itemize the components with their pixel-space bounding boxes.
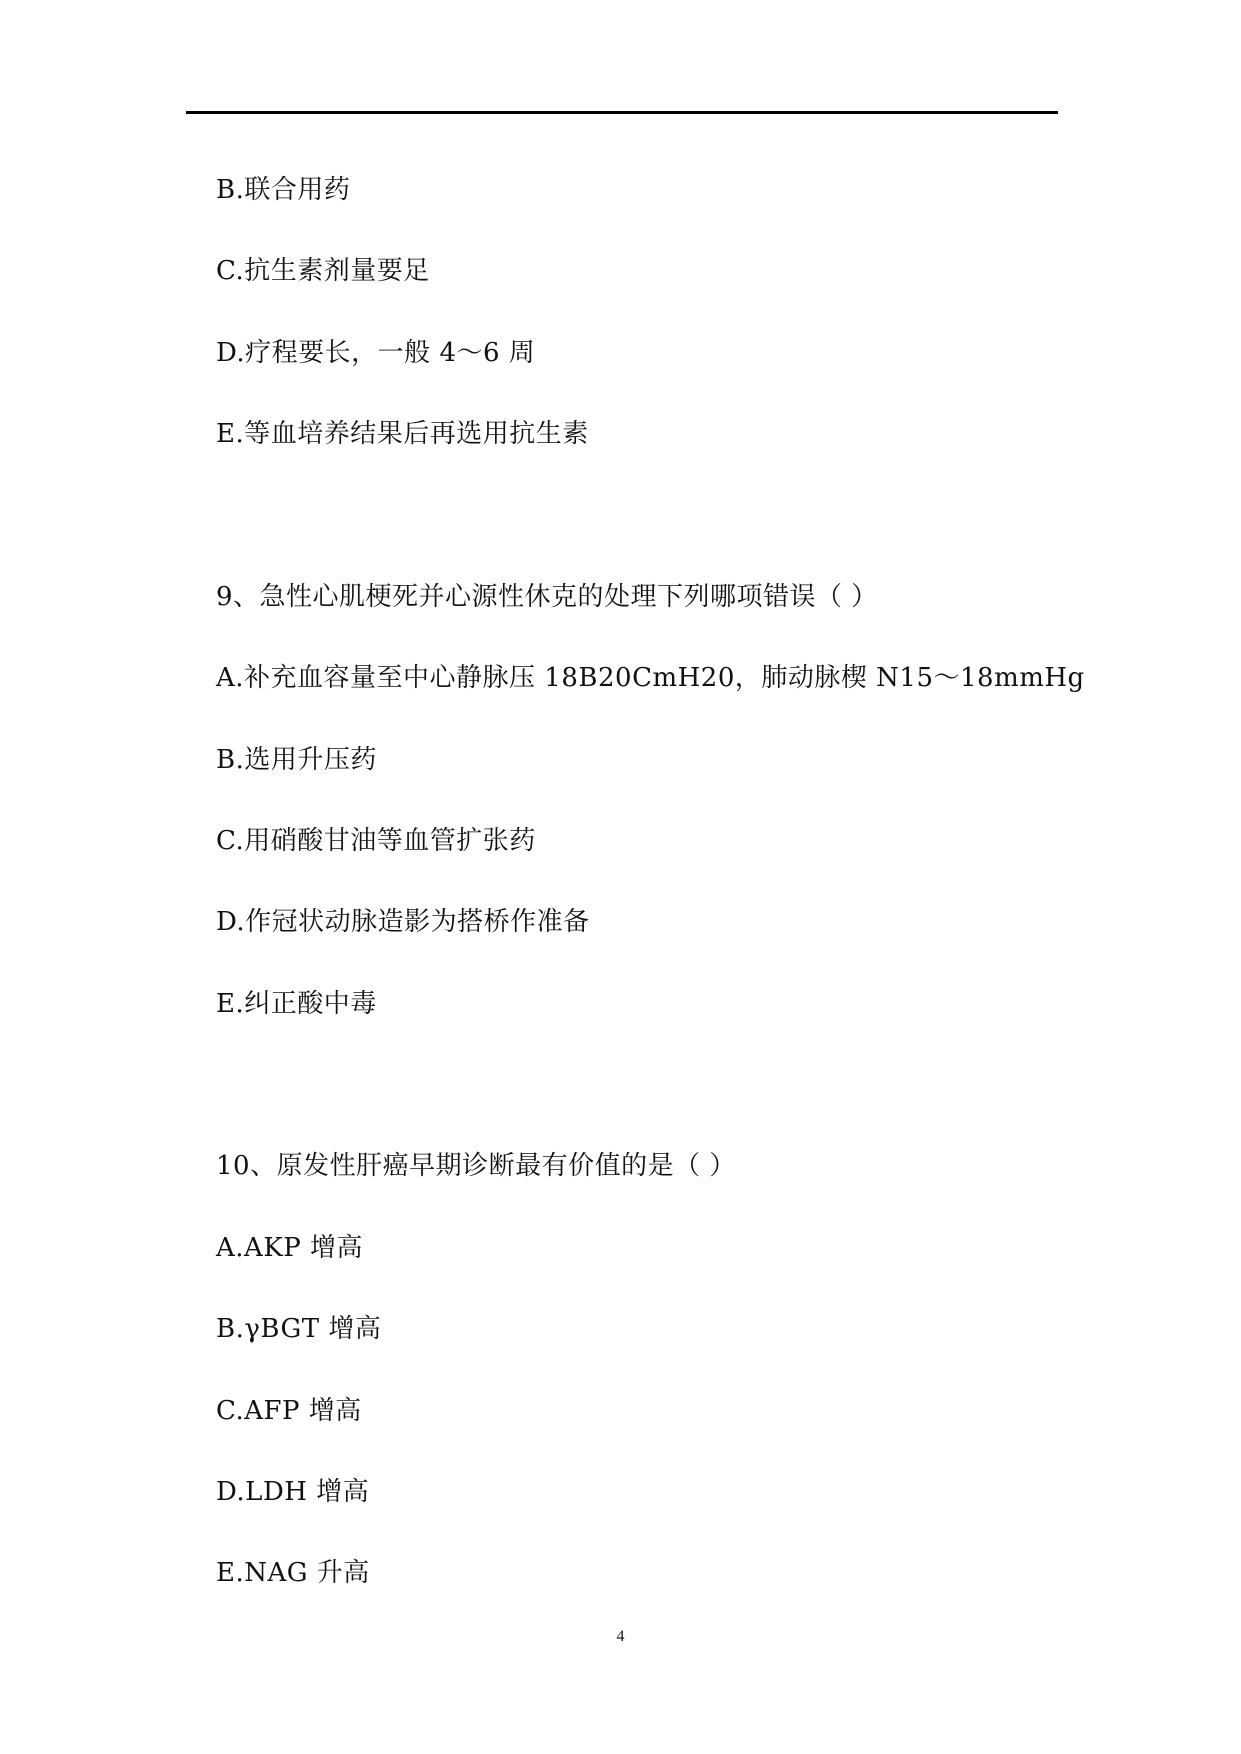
q8-option-b: B.联合用药	[216, 175, 351, 205]
q10-option-b: B.γBGT 增高	[216, 1314, 382, 1344]
q9-option-c: C.用硝酸甘油等血管扩张药	[216, 826, 536, 856]
q9-option-e: E.纠正酸中毒	[216, 989, 377, 1019]
q8-option-d: D.疗程要长，一般 4～6 周	[216, 338, 536, 368]
q9-option-a: A.补充血容量至中心静脉压 18B20CmH20，肺动脉楔 N15～18mmHg	[216, 663, 1085, 693]
page-number: 4	[616, 1628, 625, 1645]
q8-option-c: C.抗生素剂量要足	[216, 256, 430, 286]
q9-option-d: D.作冠状动脉造影为搭桥作准备	[216, 907, 590, 937]
q10-question: 10、原发性肝癌早期诊断最有价值的是（ ）	[216, 1151, 736, 1181]
q10-option-a: A.AKP 增高	[216, 1233, 364, 1263]
q10-option-d: D.LDH 增高	[216, 1477, 370, 1507]
header-rule	[186, 111, 1058, 114]
q10-option-e: E.NAG 升高	[216, 1558, 370, 1588]
q9-question: 9、急性心肌梗死并心源性休克的处理下列哪项错误（ ）	[216, 582, 878, 612]
q9-option-b: B.选用升压药	[216, 745, 377, 775]
q8-option-e: E.等血培养结果后再选用抗生素	[216, 419, 589, 449]
q10-option-c: C.AFP 增高	[216, 1396, 362, 1426]
